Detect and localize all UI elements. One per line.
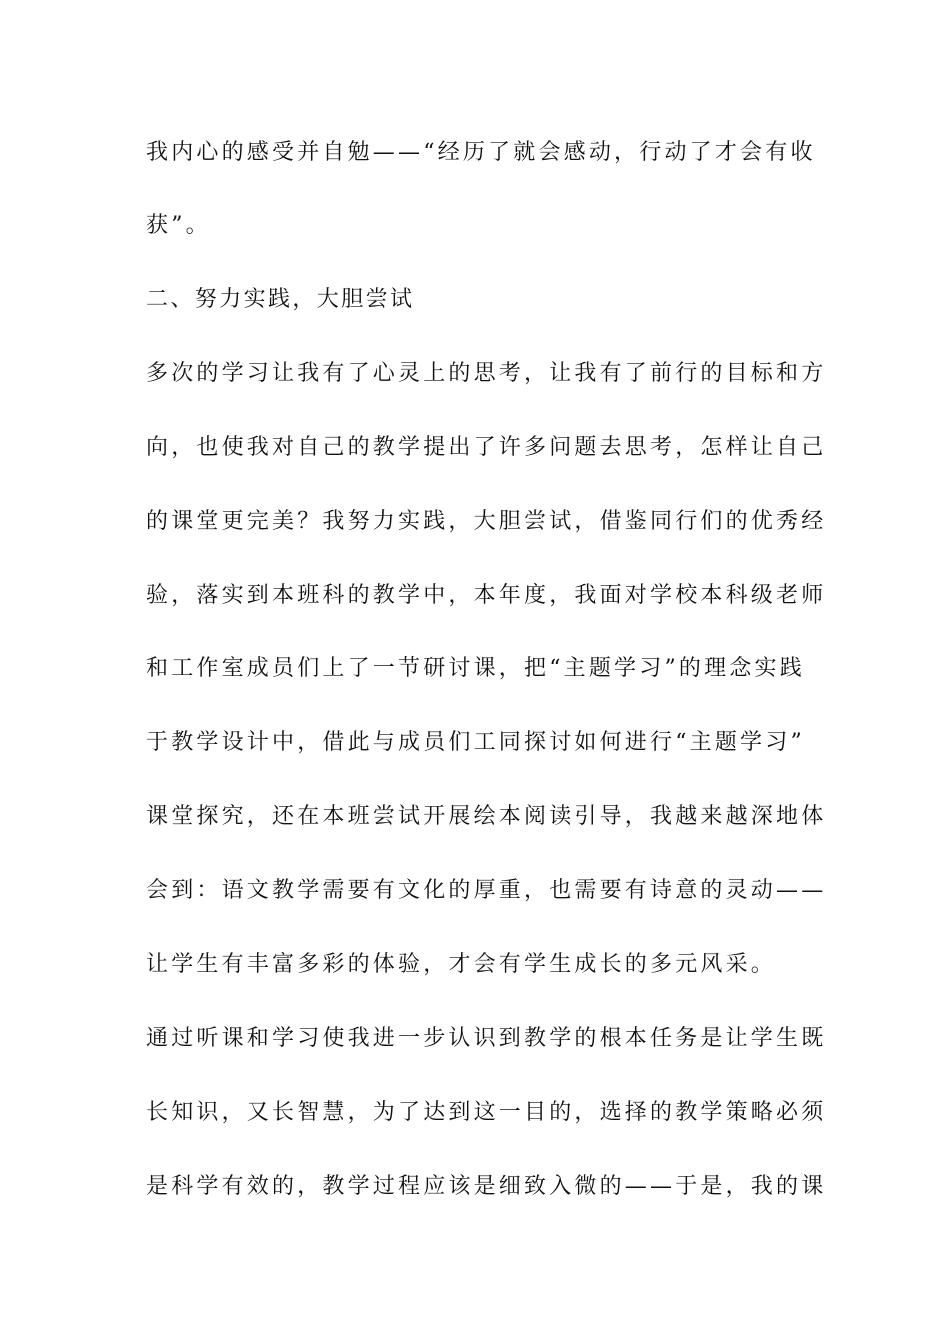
paragraph-line: 是科学有效的，教学过程应该是细致入微的——于是，我的课 bbox=[146, 1174, 827, 1199]
paragraph-line: 多次的学习让我有了心灵上的思考，让我有了前行的目标和方 bbox=[146, 361, 827, 386]
paragraph-line: 验，落实到本班科的教学中，本年度，我面对学校本科级老师 bbox=[146, 583, 827, 608]
paragraph-line: 通过听课和学习使我进一步认识到教学的根本任务是让学生既 bbox=[146, 1026, 827, 1051]
paragraph-line: 让学生有丰富多彩的体验，才会有学生成长的多元风采。 bbox=[146, 952, 777, 977]
paragraph-line: 获”。 bbox=[146, 213, 211, 238]
paragraph-line: 会到：语文教学需要有文化的厚重，也需要有诗意的灵动—— bbox=[146, 878, 827, 903]
paragraph-line: 长知识，又长智慧，为了达到这一目的，选择的教学策略必须 bbox=[146, 1100, 827, 1125]
paragraph-line: 课堂探究，还在本班尝试开展绘本阅读引导，我越来越深地体 bbox=[146, 804, 827, 829]
paragraph-line: 的课堂更完美？我努力实践，大胆尝试，借鉴同行们的优秀经 bbox=[146, 509, 827, 534]
paragraph-line: 于教学设计中，借此与成员们工同探讨如何进行“主题学习” bbox=[146, 730, 805, 755]
paragraph-line: 向，也使我对自己的教学提出了许多问题去思考，怎样让自己 bbox=[146, 435, 827, 460]
paragraph-line: 和工作室成员们上了一节研讨课，把“主题学习”的理念实践 bbox=[146, 656, 805, 681]
section-heading: 二、努力实践，大胆尝试 bbox=[146, 287, 415, 312]
paragraph-line: 我内心的感受并自勉——“经历了就会感动，行动了才会有收 bbox=[146, 140, 816, 165]
